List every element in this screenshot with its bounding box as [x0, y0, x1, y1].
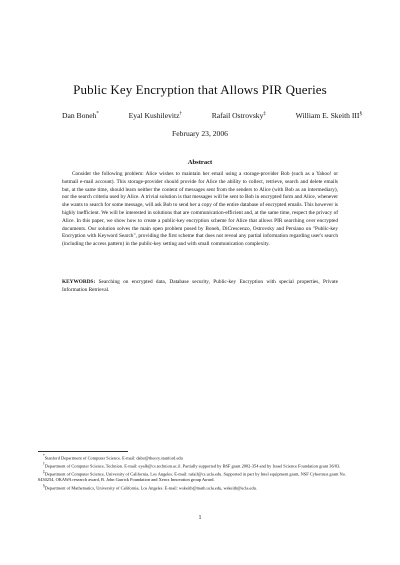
keywords-label: KEYWORDS: — [62, 279, 96, 285]
page-number: 1 — [198, 515, 202, 521]
footnote: §Department of Mathematics, University of California, Los Angeles. E-mail: wskeith@math.ucla.edu, wskeith@ucla.edu. — [43, 483, 257, 491]
abstract-heading: Abstract — [187, 159, 213, 166]
abstract-text: Consider the following problem: Alice wishes to maintain her email using a storage-provider Bob (such as a Yahoo! or hotmail e-mail account). This storage-provider should provide for Alice the ability to collect, retrieve, search and delete emails but, at the same time, should learn neither the content of messages sent from the senders to Alice (with Bob as an intermediary), nor the search criteria used by Alice. A trivial solution is that messages will be sent to Bob in encrypted form and Alice, whenever she wants to search for some message, will ask Bob to send her a copy of the entire database of encrypted emails. This however is highly inefficient. We will be interested in solutions that are communication-efficient and, at the same time, respect the privacy of Alice. In this paper, we show how to create a public-key encryption scheme for Alice that allows PIR searching over encrypted documents. Our solution solves the main open problem posed by Boneh, DiCrescenzo, Ostrovsky and Persiano on "Public-key Encryption with Keyword Search", providing the first scheme that does not reveal any partial information regarding user's search (including the access pattern) in the public-key setting and with small communication complexity. — [62, 171, 338, 248]
footnote: *Stanford Department of Computer Science. E-mail: dabo@theory.stanford.edu — [43, 454, 183, 461]
paper-title: Public Key Encryption that Allows PIR Queries — [73, 82, 327, 97]
author: Eyal Kushilevitz† — [128, 111, 182, 120]
author: William E. Skeith III§ — [295, 111, 362, 120]
footnotes — [38, 454, 362, 492]
footnote-divider — [38, 451, 128, 452]
footnote: ‡Department of Computer Science, University of California, Los Angeles. E-mail: rafail@cs.ucla.edu. Supported in part by Intel equipment grant, NSF Cybertrust grant No. 0430254, OKAWA research award, B. John Garrick Foundation and Xerox Innovation group Award. — [38, 469, 346, 483]
keywords — [62, 279, 338, 295]
author: Dan Boneh* — [62, 111, 99, 120]
author-list — [62, 111, 362, 120]
footnote: †Department of Computer Science, Technion. E-mail: eyalk@cs.technion.ac.il. Partially supported by BSF grant 2002-354 and by Israel Science Foundation grant 36/03. — [43, 461, 341, 469]
keywords-text: Searching on encrypted data, Database security, Public-key Encryption with special properties, Private Information Retrieval. — [62, 279, 338, 293]
publication-date: February 23, 2006 — [172, 129, 228, 138]
author: Rafail Ostrovsky‡ — [211, 111, 266, 120]
